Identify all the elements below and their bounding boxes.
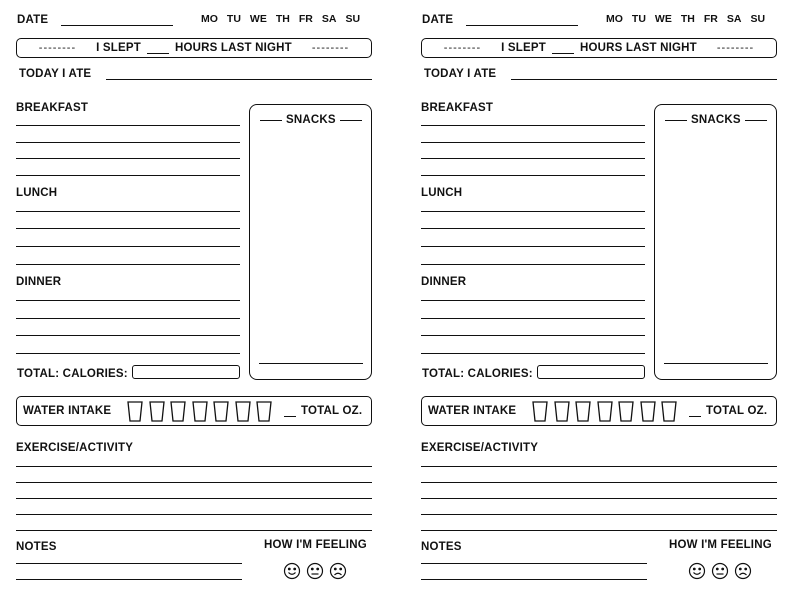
dinner-line[interactable] bbox=[421, 300, 645, 301]
happy-face-icon bbox=[690, 564, 705, 579]
dinner-label: DINNER bbox=[421, 276, 467, 288]
lunch-line[interactable] bbox=[421, 211, 645, 212]
notes-label: NOTES bbox=[421, 541, 462, 553]
sad-face-icon bbox=[736, 564, 751, 579]
snacks-bottom-line bbox=[664, 363, 768, 364]
dinner-line[interactable] bbox=[16, 318, 240, 319]
water-cup-icon bbox=[598, 402, 612, 421]
sleep-hours-blank[interactable] bbox=[147, 53, 169, 54]
lunch-line[interactable] bbox=[421, 228, 645, 229]
total-calories-field[interactable] bbox=[537, 365, 645, 379]
total-oz-blank[interactable] bbox=[689, 416, 701, 417]
sleep-prefix: I SLEPT bbox=[96, 42, 141, 54]
happy-face-icon bbox=[285, 564, 300, 579]
water-cup-icon bbox=[236, 402, 250, 421]
breakfast-line[interactable] bbox=[16, 142, 240, 143]
breakfast-line[interactable] bbox=[16, 175, 240, 176]
water-intake-label: WATER INTAKE bbox=[428, 405, 517, 417]
sad-face-icon bbox=[331, 564, 346, 579]
sleep-hours-blank[interactable] bbox=[552, 53, 574, 54]
lunch-label: LUNCH bbox=[421, 187, 463, 199]
snacks-rule-right bbox=[340, 120, 362, 121]
day-sa[interactable]: SA bbox=[726, 13, 742, 25]
exercise-line[interactable] bbox=[421, 466, 777, 467]
dinner-line[interactable] bbox=[421, 335, 645, 336]
breakfast-line[interactable] bbox=[421, 142, 645, 143]
sleep-dash-right: -------- bbox=[311, 42, 350, 54]
day-th[interactable]: TH bbox=[275, 13, 290, 25]
breakfast-label: BREAKFAST bbox=[421, 102, 494, 114]
breakfast-line[interactable] bbox=[16, 125, 240, 126]
date-input-line[interactable] bbox=[61, 25, 173, 26]
sleep-box bbox=[16, 38, 372, 58]
sleep-dash-right: -------- bbox=[716, 42, 755, 54]
snacks-label: SNACKS bbox=[286, 114, 336, 126]
day-mo[interactable]: MO bbox=[606, 13, 623, 25]
breakfast-label: BREAKFAST bbox=[16, 102, 89, 114]
sleep-prefix: I SLEPT bbox=[501, 42, 546, 54]
lunch-line[interactable] bbox=[421, 264, 645, 265]
lunch-label: LUNCH bbox=[16, 187, 58, 199]
snacks-bottom-line bbox=[259, 363, 363, 364]
exercise-line[interactable] bbox=[16, 482, 372, 483]
snacks-rule-left bbox=[665, 120, 687, 121]
water-cup-icon bbox=[193, 402, 207, 421]
notes-line[interactable] bbox=[16, 579, 242, 580]
dinner-line[interactable] bbox=[421, 318, 645, 319]
water-cup-icon bbox=[641, 402, 655, 421]
day-fr[interactable]: FR bbox=[703, 13, 718, 25]
lunch-line[interactable] bbox=[16, 246, 240, 247]
day-th[interactable]: TH bbox=[680, 13, 695, 25]
water-cup-icon bbox=[214, 402, 228, 421]
day-tu[interactable]: TU bbox=[226, 13, 241, 25]
breakfast-line[interactable] bbox=[421, 158, 645, 159]
exercise-line[interactable] bbox=[16, 514, 372, 515]
exercise-line[interactable] bbox=[421, 482, 777, 483]
planner-page-right bbox=[405, 0, 794, 596]
exercise-line[interactable] bbox=[16, 466, 372, 467]
day-fr[interactable]: FR bbox=[298, 13, 313, 25]
water-box bbox=[16, 396, 372, 426]
water-cup-icon bbox=[171, 402, 185, 421]
total-calories-label: TOTAL: CALORIES: bbox=[422, 368, 533, 380]
day-su[interactable]: SU bbox=[750, 13, 766, 25]
breakfast-line[interactable] bbox=[421, 175, 645, 176]
water-cup-icon bbox=[128, 402, 142, 421]
exercise-label: EXERCISE/ACTIVITY bbox=[16, 442, 134, 454]
date-label: DATE bbox=[17, 14, 49, 26]
lunch-line[interactable] bbox=[16, 264, 240, 265]
sleep-dash-left: -------- bbox=[443, 42, 482, 54]
exercise-label: EXERCISE/ACTIVITY bbox=[421, 442, 539, 454]
water-cup-icon bbox=[576, 402, 590, 421]
exercise-line[interactable] bbox=[421, 514, 777, 515]
total-calories-field[interactable] bbox=[132, 365, 240, 379]
water-cup-icon bbox=[619, 402, 633, 421]
water-cup-icon bbox=[150, 402, 164, 421]
snacks-box[interactable] bbox=[249, 104, 372, 380]
water-box bbox=[421, 396, 777, 426]
feeling-faces bbox=[283, 562, 349, 580]
weekday-selector bbox=[606, 13, 774, 25]
exercise-line[interactable] bbox=[16, 530, 372, 531]
neutral-face-icon bbox=[308, 564, 323, 579]
neutral-face-icon bbox=[713, 564, 728, 579]
snacks-rule-left bbox=[260, 120, 282, 121]
day-mo[interactable]: MO bbox=[201, 13, 218, 25]
notes-line[interactable] bbox=[16, 563, 242, 564]
water-cup-icon bbox=[662, 402, 676, 421]
today-ate-label: TODAY I ATE bbox=[19, 68, 92, 80]
total-oz-label: TOTAL OZ. bbox=[706, 405, 768, 417]
breakfast-line[interactable] bbox=[421, 125, 645, 126]
lunch-line[interactable] bbox=[16, 228, 240, 229]
notes-line[interactable] bbox=[421, 563, 647, 564]
lunch-line[interactable] bbox=[16, 211, 240, 212]
water-cups bbox=[532, 401, 682, 423]
total-oz-label: TOTAL OZ. bbox=[301, 405, 363, 417]
date-input-line[interactable] bbox=[466, 25, 578, 26]
exercise-line[interactable] bbox=[421, 530, 777, 531]
exercise-line[interactable] bbox=[421, 498, 777, 499]
day-we[interactable]: WE bbox=[654, 13, 672, 25]
notes-label: NOTES bbox=[16, 541, 57, 553]
day-su[interactable]: SU bbox=[345, 13, 361, 25]
water-cup-icon bbox=[257, 402, 271, 421]
water-cup-icon bbox=[533, 402, 547, 421]
today-ate-line[interactable] bbox=[106, 79, 372, 80]
water-cups bbox=[127, 401, 277, 423]
total-calories-label: TOTAL: CALORIES: bbox=[17, 368, 128, 380]
today-ate-line[interactable] bbox=[511, 79, 777, 80]
dinner-line[interactable] bbox=[16, 335, 240, 336]
weekday-selector bbox=[201, 13, 369, 25]
day-tu[interactable]: TU bbox=[631, 13, 646, 25]
feeling-label: HOW I'M FEELING bbox=[264, 539, 367, 551]
today-ate-label: TODAY I ATE bbox=[424, 68, 497, 80]
breakfast-line[interactable] bbox=[16, 158, 240, 159]
total-oz-blank[interactable] bbox=[284, 416, 296, 417]
snacks-rule-right bbox=[745, 120, 767, 121]
notes-line[interactable] bbox=[421, 579, 647, 580]
sleep-box bbox=[421, 38, 777, 58]
snacks-box[interactable] bbox=[654, 104, 777, 380]
dinner-line[interactable] bbox=[421, 353, 645, 354]
exercise-line[interactable] bbox=[16, 498, 372, 499]
dinner-line[interactable] bbox=[16, 353, 240, 354]
snacks-label: SNACKS bbox=[691, 114, 741, 126]
water-intake-label: WATER INTAKE bbox=[23, 405, 112, 417]
dinner-label: DINNER bbox=[16, 276, 62, 288]
sleep-dash-left: -------- bbox=[38, 42, 77, 54]
feeling-faces bbox=[688, 562, 754, 580]
day-we[interactable]: WE bbox=[249, 13, 267, 25]
feeling-label: HOW I'M FEELING bbox=[669, 539, 772, 551]
sleep-suffix: HOURS LAST NIGHT bbox=[579, 42, 697, 54]
day-sa[interactable]: SA bbox=[321, 13, 337, 25]
date-label: DATE bbox=[422, 14, 454, 26]
lunch-line[interactable] bbox=[421, 246, 645, 247]
water-cup-icon bbox=[555, 402, 569, 421]
dinner-line[interactable] bbox=[16, 300, 240, 301]
sleep-suffix: HOURS LAST NIGHT bbox=[174, 42, 292, 54]
